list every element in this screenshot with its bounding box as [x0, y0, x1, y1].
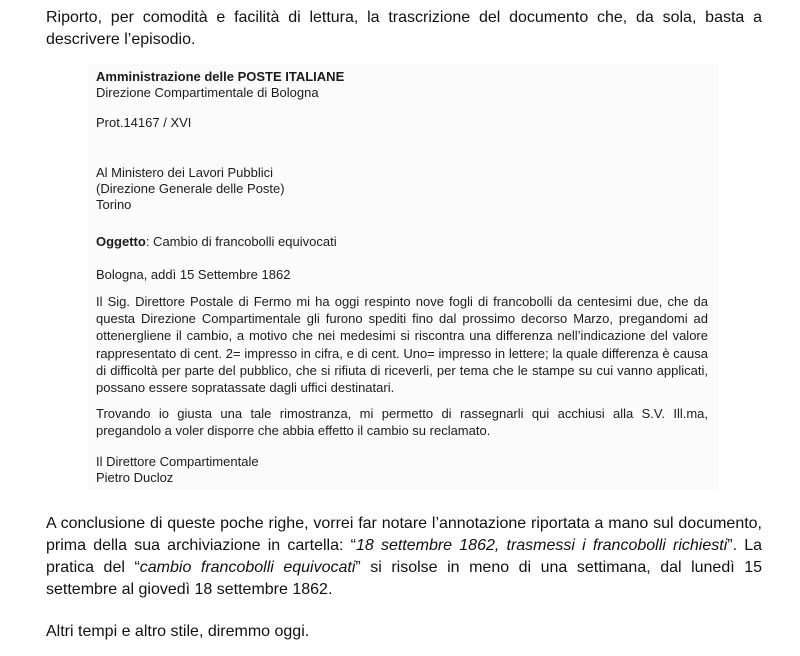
- subject-text: : Cambio di francobolli equivocati: [145, 234, 337, 249]
- address-line-2: (Direzione Generale delle Poste): [96, 181, 285, 196]
- document-header-title: Amministrazione delle POSTE ITALIANE: [96, 69, 345, 84]
- document-signature: [96, 454, 708, 486]
- document-subject: [96, 234, 708, 250]
- signature-name: Pietro Ducloz: [96, 470, 174, 485]
- conclusion-part-2: ”. La pratica del “: [46, 537, 763, 576]
- signature-title: Il Direttore Compartimentale: [96, 454, 259, 469]
- conclusion-paragraph: [46, 513, 762, 601]
- address-line-1: Al Ministero dei Lavori Pubblici: [96, 165, 274, 180]
- conclusion-part-1: A conclusione di queste poche righe, vorrei far notare l’annotazione riportata a mano sul documento, prima della sua archiviazione in cartella: “: [46, 515, 762, 554]
- document-protocol: [96, 115, 708, 131]
- intro-paragraph: Riporto, per comodità e facilità di lettura, la trascrizione del documento che, da sola, basta a descrivere l’episodio.: [46, 9, 762, 48]
- closing-paragraph: Altri tempi e altro stile, diremmo oggi.: [46, 623, 310, 640]
- conclusion-quote-1: 18 settembre 1862, trasmessi i francobolli richiesti: [355, 537, 728, 554]
- conclusion-part-3: ” si risolse in meno di una settimana, dal lunedì 15 settembre al giovedì 18 settembre 1862.: [46, 559, 762, 598]
- body-paragraph-2: Trovando io giusta una tale rimostranza, mi permetto di rassegnarli qui acchiusi alla S.V. Ill.ma, pregandolo a voler disporre che abbia effetto il cambio su reclamato.: [96, 406, 708, 438]
- date-line: Bologna, addì 15 Settembre 1862: [96, 267, 291, 282]
- subject-label: Oggetto: [96, 234, 146, 249]
- address-line-3: Torino: [96, 197, 132, 212]
- document-body-1: [96, 293, 708, 396]
- body-paragraph-1: Il Sig. Direttore Postale di Fermo mi ha oggi respinto nove fogli di francobolli da centesimi due, che da questa Direzione Compartimentale gli furono spediti fino dal prossimo decorso Marzo, pregandomi ad ottenergliene il cambio, a motivo che nei medesimi si riscontra una differenza nell’indicazione del valore rappresentato di cent. 2= impresso in cifra, e di cent. Uno= impresso in lettere; la quale differenza è causa di difficoltà per parte del pubblico, che si rifiuta di riceverli, per tema che le stampe su cui vanno applicati, possano essere sopratassate dagli uffici destinatari.: [96, 294, 708, 396]
- document-date: [96, 267, 708, 283]
- conclusion-quote-2: cambio francobolli equivocati: [139, 559, 356, 576]
- document-header-subtitle: Direzione Compartimentale di Bologna: [96, 85, 319, 100]
- document-address: [96, 165, 708, 213]
- document-header: [96, 69, 708, 101]
- document-body-2: [96, 405, 708, 439]
- transcribed-document: [88, 64, 718, 490]
- protocol-number: Prot.14167 / XVI: [96, 115, 192, 130]
